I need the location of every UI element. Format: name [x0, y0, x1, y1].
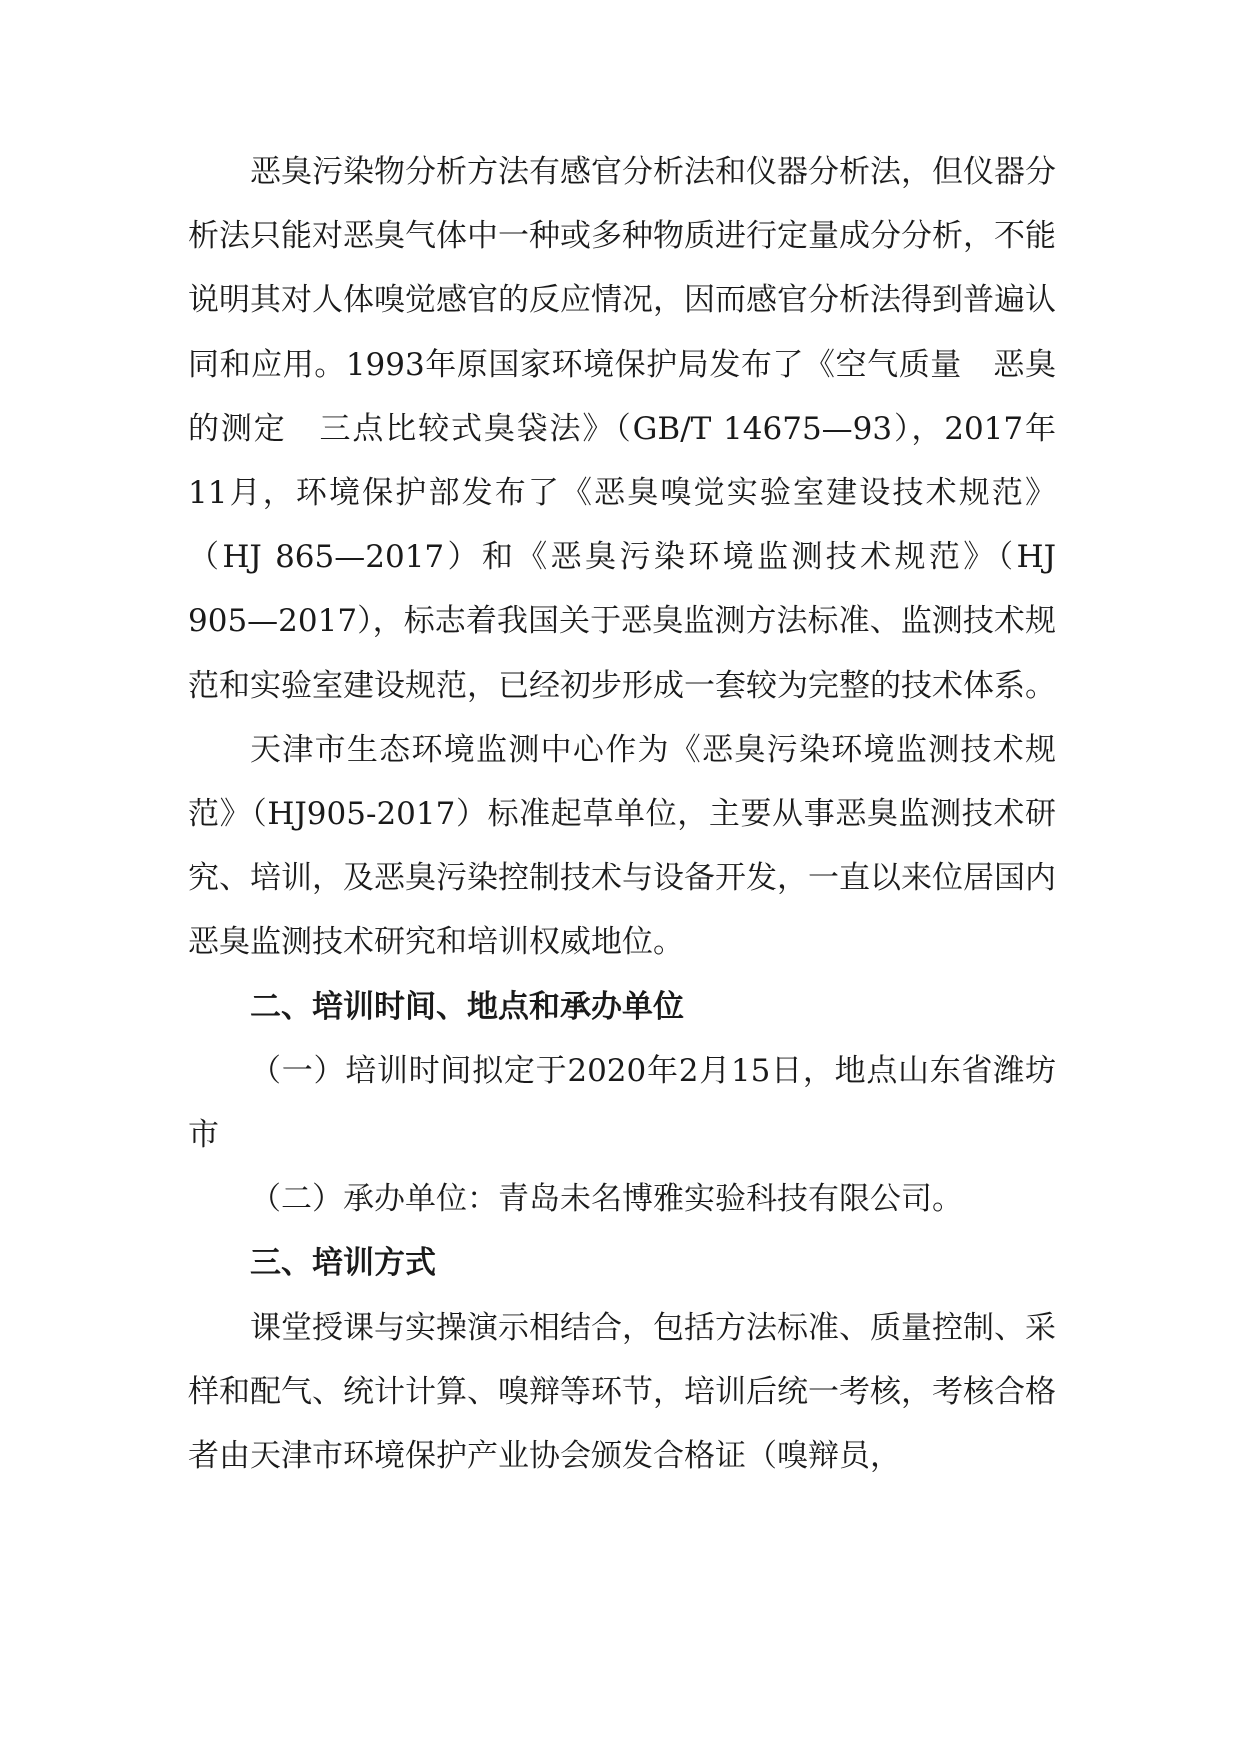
- paragraph-odor-analysis-methods: 恶臭污染物分析方法有感官分析法和仪器分析法，但仪器分析法只能对恶臭气体中一种或多种物质进行定量成分分析，不能说明其对人体嗅觉感官的反应情况，因而感官分析法得到普遍认同和应用。1993年原国家环境保护局发布了《空气质量 恶臭的测定 三点比较式臭袋法》（GB/T 14675—93），2017年11月，环境保护部发布了《恶臭嗅觉实验室建设技术规范》（HJ 865—2017）和《恶臭污染环境监测技术规范》（HJ 905—2017），标志着我国关于恶臭监测方法标准、监测技术规范和实验室建设规范，已经初步形成一套较为完整的技术体系。: [188, 154, 1056, 704]
- paragraph-tianjin-monitoring-center: 天津市生态环境监测中心作为《恶臭污染环境监测技术规范》（HJ905-2017）标准起草单位，主要从事恶臭监测技术研究、培训，及恶臭污染控制技术与设备开发，一直以来位居国内恶臭监测技术研究和培训权威地位。: [188, 731, 1056, 961]
- paragraph-training-method: 课堂授课与实操演示相结合，包括方法标准、质量控制、采样和配气、统计计算、嗅辩等环节，培训后统一考核，考核合格者由天津市环境保护产业协会颁发合格证（嗅辩员，: [188, 1309, 1056, 1475]
- paragraph-organizer: （二）承办单位：青岛未名博雅实验科技有限公司。: [250, 1181, 963, 1218]
- paragraph-training-time: （一）培训时间拟定于2020年2月15日，地点山东省潍坊市: [188, 1052, 1056, 1154]
- document-body: [188, 140, 1056, 1488]
- section-heading-time-location: 二、培训时间、地点和承办单位: [250, 988, 684, 1025]
- section-heading-training-method: 三、培训方式: [250, 1245, 436, 1282]
